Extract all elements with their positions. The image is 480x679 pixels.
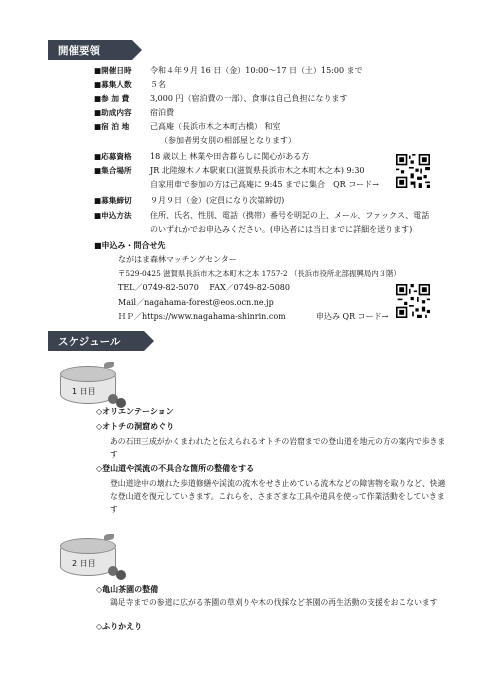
row-value: 3,000 円（宿泊費の一部）、食事は自己負担になります (150, 94, 348, 103)
row-fee (94, 93, 347, 104)
overview-header (48, 40, 132, 60)
day1-item-title: ◇オリエンテーション (96, 407, 174, 416)
row-apply-note: のいずれかでお申込みください。(申込者には当日までに詳細を送ります) (150, 225, 413, 234)
schedule-header-text: スケジュール (58, 335, 121, 348)
contact-title: ■申込み・問合せ先 (94, 241, 166, 250)
row-apply (94, 210, 429, 221)
row-meeting (94, 165, 365, 176)
qr-caption-1: QR コード→ (333, 180, 379, 189)
day1-item-title: ◇登山道や渓流の不具合な箇所の整備をする (96, 464, 255, 473)
row-value: 己高庵（長浜市木之本町古橋） 和室 (150, 122, 281, 131)
row-label: ■応募資格 (94, 152, 132, 161)
row-label: ■開催日時 (94, 66, 132, 75)
overview-header-text: 開催要領 (58, 44, 100, 57)
day1-badge (60, 366, 130, 410)
day2-item-title: ◇ふりかえり (96, 622, 143, 631)
drum-top (60, 366, 116, 382)
row-value: 住所、氏名、性別、電話（携帯）番号を明記の上、メール、ファックス、電話 (150, 211, 430, 220)
row-value: ５名 (150, 80, 166, 89)
row-label: ■募集締切 (94, 196, 132, 205)
row-label: ■助成内容 (94, 108, 132, 117)
row-value: 自家用車で参加の方は己高庵に 9:45 までに集合 (150, 180, 326, 189)
contact-phone-fax: TEL／0749-82-5070 FAX／0749-82-5080 (118, 283, 290, 292)
schedule-header (48, 331, 144, 351)
row-label: ■申込方法 (94, 211, 132, 220)
day1-item-title: ◇オトチの洞窟めぐり (96, 422, 175, 431)
day1-label: 1 日目 (72, 387, 96, 396)
day2-label: 2 日目 (72, 559, 96, 568)
contact-mail[interactable]: Mail／nagahama-forest@eos.ocn.ne.jp (118, 298, 274, 307)
row-date (94, 65, 363, 76)
row-value: 18 歳以上 林業や田舎暮らしに関心がある方 (150, 152, 310, 161)
qr-caption-2: 申込み QR コード→ (316, 312, 389, 321)
leaf-icon (104, 534, 114, 540)
row-label: ■参 加 費 (94, 94, 130, 103)
drum-top (60, 538, 116, 554)
row-lodging (94, 121, 281, 132)
row-eligibility (94, 151, 309, 162)
day2-item-title: ◇亀山茶園の整備 (96, 585, 159, 594)
day1-item-text: 登山道途中の壊れた歩道修繕や渓流の流木をせき止めている流木などの障害物を取りなど、快適な登山道を復元していきます。これらを、さまざまな工具や道具を使って作業活動をしていきます (110, 479, 446, 514)
row-deadline (94, 195, 284, 206)
leaf-icon (104, 362, 114, 368)
row-value: ９月９日（金）(定員になり次第締切) (150, 196, 285, 205)
day1-item-text: あの石田三成がかくまわれたと伝えられるオトチの岩窟までの登山道を地元の方の案内で歩きます (110, 437, 446, 459)
contact-address: 〒529-0425 滋賀県長浜市木之本町木之本 1757-2 （長浜市役所北部振興局内３階） (118, 269, 401, 278)
row-value: JR 北陸線木ノ本駅東口(滋賀県長浜市木之本町木之本) 9:30 (150, 166, 365, 175)
row-label: ■募集人数 (94, 80, 132, 89)
row-subsidy (94, 107, 174, 118)
row-value: 令和４年９月 16 日（金）10:00～17 日（土）15:00 まで (150, 66, 363, 75)
apply-qr-code-icon[interactable] (396, 284, 430, 318)
contact-hp[interactable]: ＨＰ／https://www.nagahama-shinrin.com (118, 312, 286, 321)
day2-item-text: 鶏足寺までの参道に広がる茶園の草刈りや木の伐採など茶園の再生活動の支援をおこないます (110, 598, 438, 607)
row-label: ■集合場所 (94, 166, 132, 175)
contact-org: ながはま森林マッチングセンター (118, 255, 237, 264)
row-lodging-note: （参加者男女別の相部屋となります） (160, 136, 296, 145)
row-value: 宿泊費 (150, 108, 174, 117)
qr-code-icon[interactable] (396, 154, 430, 188)
row-capacity (94, 79, 166, 90)
row-label: ■宿 泊 地 (94, 122, 130, 131)
day2-badge (60, 538, 130, 582)
berry-icon (116, 570, 126, 580)
row-meeting-note (150, 179, 379, 190)
